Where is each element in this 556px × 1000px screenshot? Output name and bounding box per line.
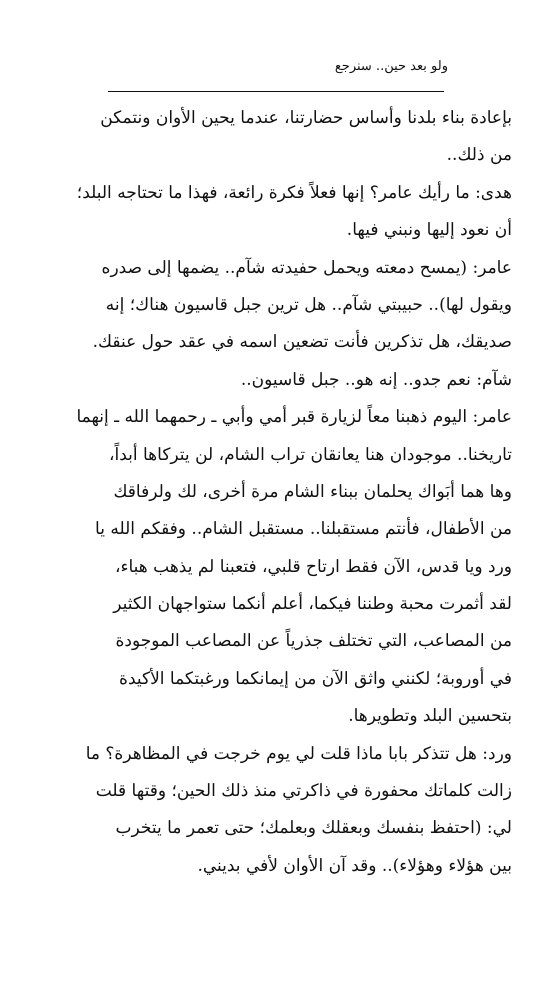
text-line: ورد: هل تتذكر بابا ماذا قلت لي يوم خرجت في المظاهرة؟ ما <box>85 743 512 764</box>
text-line: من الأطفال، فأنتم مستقبلنا.. مستقبل الشام.. وفقكم الله يا <box>95 519 512 540</box>
text-line: بتحسين البلد وتطويرها. <box>348 706 512 727</box>
text-line: هدى: ما رأيك عامر؟ إنها فعلاً فكرة رائعة، فهذا ما تحتاجه البلد؛ <box>76 182 512 203</box>
text-line: زالت كلماتك محفورة في ذاكرتي منذ ذلك الحين؛ وقتها قلت <box>95 781 512 802</box>
header-rule <box>108 91 444 92</box>
text-line: بإعادة بناء بلدنا وأساس حضارتنا، عندما يحين الأوان ونتمكن <box>100 108 512 128</box>
body-text <box>36 100 512 885</box>
text-line: صديقك، هل تذكرين فأنت تضعين اسمه في عقد حول عنقك. <box>92 332 512 353</box>
text-line: في أوروبة؛ لكنني واثق الآن من إيمانكما ورغبتكما الأكيدة <box>119 668 512 689</box>
text-line: تاريخنا.. موجودان هنا يعانقان تراب الشام، لن يتركاها أبداً، <box>109 444 512 465</box>
text-line: لي: (احتفظ بنفسك وبعقلك وبعلمك؛ حتى تعمر ما يتخرب <box>115 818 512 839</box>
text-line: وها هما أبَواك يحلمان ببناء الشام مرة أخرى، لك ولرفاقك <box>113 481 512 502</box>
text-line: من المصاعب، التي تختلف جذرياً عن المصاعب الموجودة <box>115 631 512 652</box>
text-line: عامر: اليوم ذهبنا معاً لزيارة قبر أمي وأبي ـ رحمهما الله ـ إنهما <box>76 407 512 428</box>
running-header: ولو بعد حين.. سنرجع <box>334 59 448 74</box>
text-line: عامر: (يمسح دمعته ويحمل حفيدته شآم.. يضمها إلى صدره <box>101 257 512 278</box>
text-line: من ذلك.. <box>446 145 512 166</box>
text-line: ويقول لها).. حبيبتي شآم.. هل ترين جبل قاسيون هناك؛ إنه <box>105 294 512 315</box>
text-line: ورد ويا قدس، الآن فقط ارتاح قلبي، فتعبنا لم يذهب هباء، <box>114 556 512 577</box>
text-line: لقد أثمرت محبة وطننا فيكما، أعلم أنكما ستواجهان الكثير <box>113 594 512 615</box>
text-line: شآم: نعم جدو.. إنه هو.. جبل قاسيون.. <box>240 369 512 390</box>
text-line: أن نعود إليها ونبني فيها. <box>346 220 512 241</box>
text-line: بين هؤلاء وهؤلاء).. وقد آن الأوان لأفي بديني. <box>197 855 512 876</box>
